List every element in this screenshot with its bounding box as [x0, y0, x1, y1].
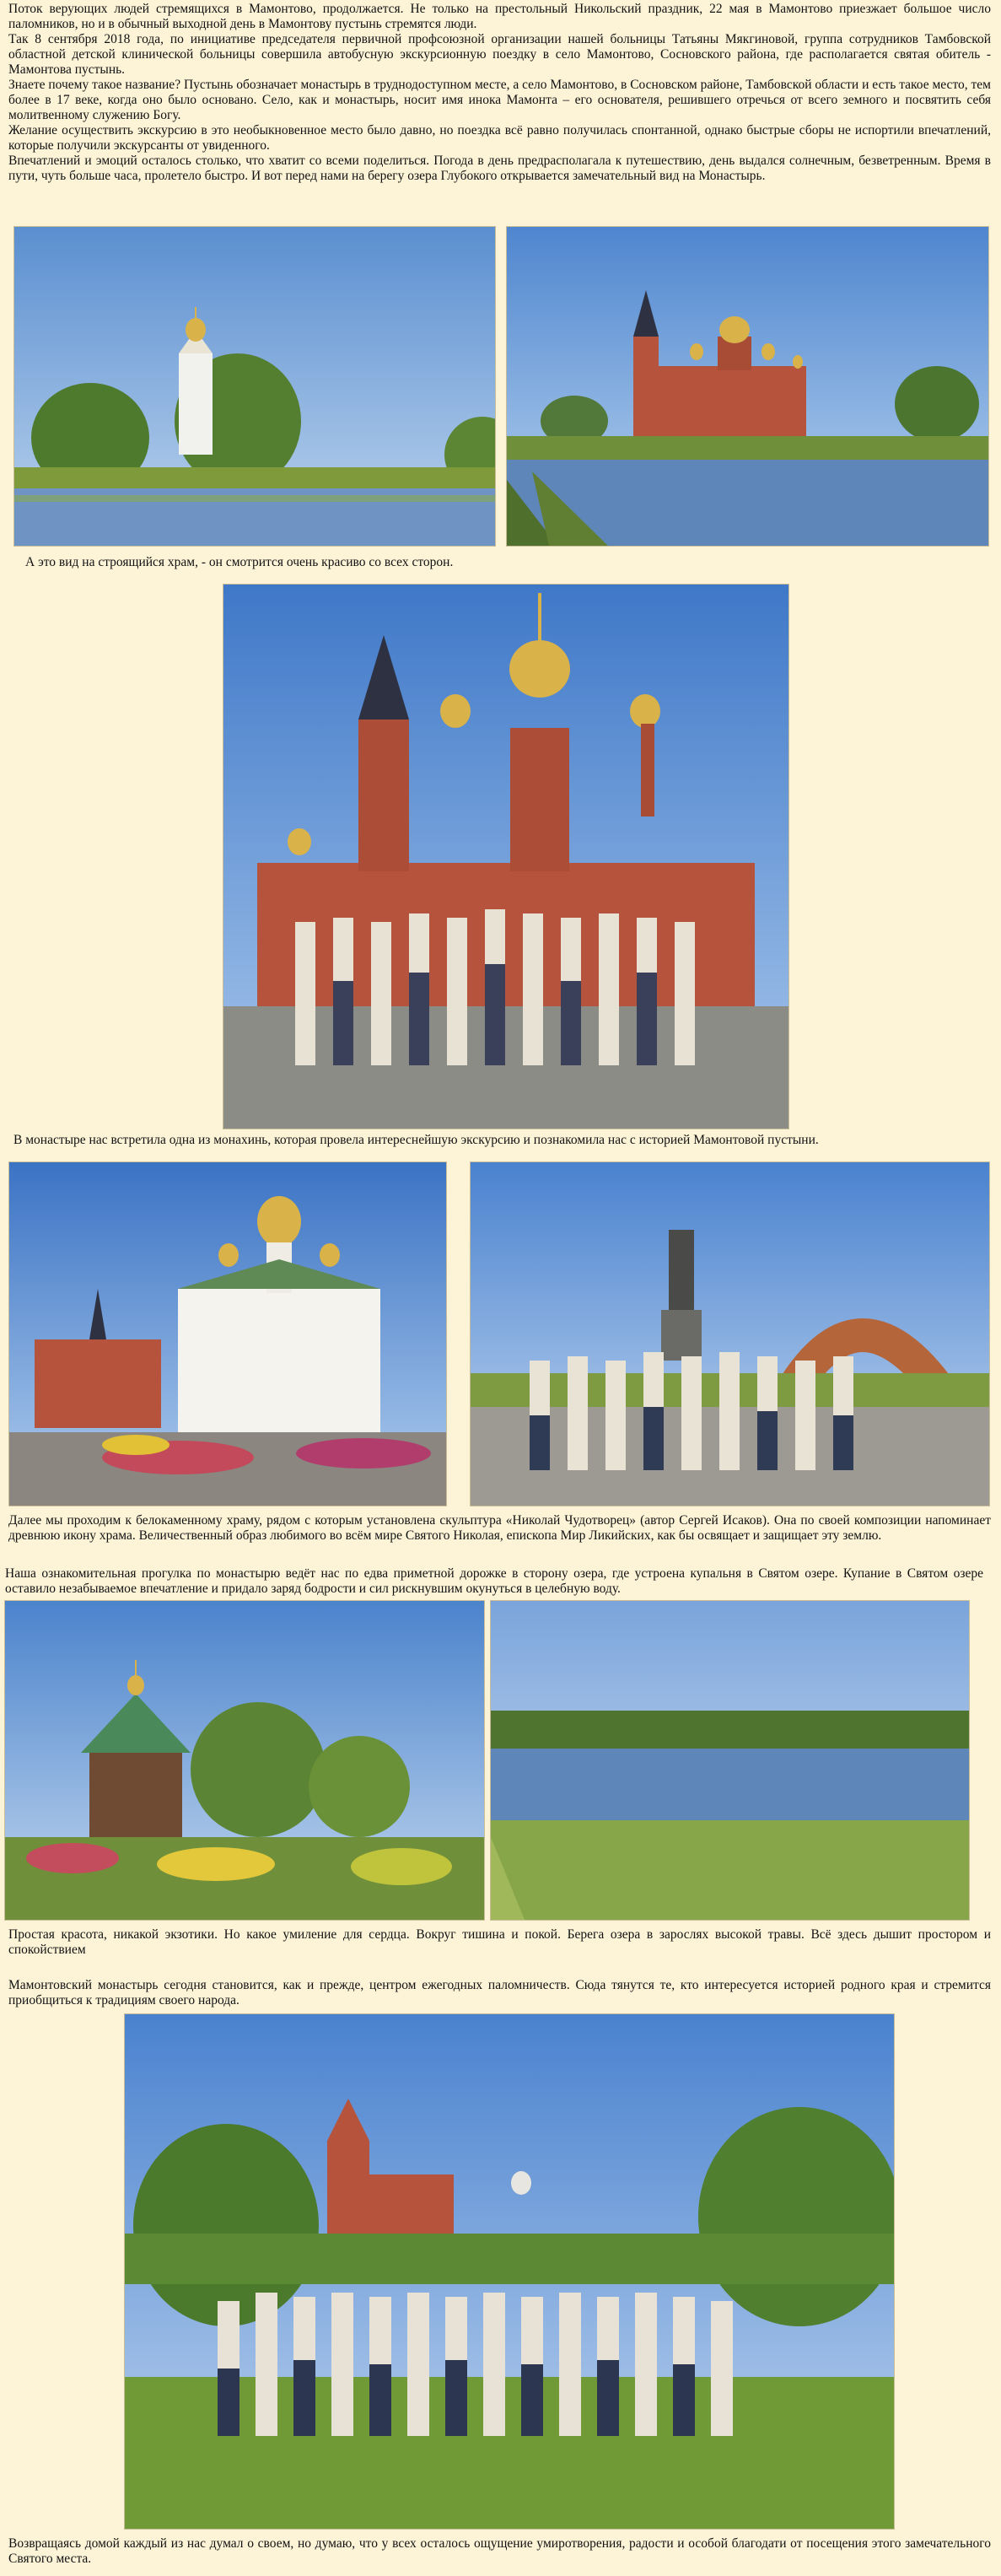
caption-return: Возвращаясь домой каждый из нас думал о своем, но думаю, что у всех осталось ощущение умиротворения, радости и особой благодати от посещения этого замечательного Святого места.: [8, 2536, 991, 2566]
caption-temple-view: А это вид на строящийся храм, - он смотрится очень красиво со всех сторон.: [25, 555, 454, 569]
caption-beauty: Простая красота, никакой экзотики. Но какое умиление для сердца. Вокруг тишина и покой. Берега озера в зарослях высокой травы. Всё здесь дышит простором и спокойствием: [8, 1927, 991, 1957]
intro-paragraph-4: Желание осуществить экскурсию в это необыкновенное место было давно, но поездка всё равно получилась спонтанной, однако быстрые сборы не испортили впечатлений, которые получили экскурсанты от увиденного.: [8, 123, 991, 153]
photo-white-church-over-lake: [13, 226, 496, 547]
photo-group-at-statue: [470, 1161, 990, 1506]
caption-center: Мамонтовский монастырь сегодня становится, как и прежде, центром ежегодных паломничеств. Сюда тянутся те, кто интересуется историей родного края и стремится приобщиться к традициям своего народа.: [8, 1978, 991, 2007]
photo-glubokoe-lake: [490, 1600, 970, 1921]
photo-group-at-red-church: [223, 584, 789, 1129]
intro-paragraph-3: Знаете почему такое название? Пустынь обозначает монастырь в труднодоступном месте, а село Мамонтово, в Сосновском районе, Тамбовской области и есть такое место, тем более в 17 веке, когда оно было основано. Село, как и монастырь, носит имя инока Мамонта – его основателя, решившего отречься от всего земного и посвятить себя молитвенному служению Богу.: [8, 78, 991, 122]
intro-paragraph-1: Поток верующих людей стремящихся в Мамонтово, продолжается. Не только на престольный Никольский праздник, 22 мая в Мамонтово приезжает большое число паломников, но и в обычный выходной день в Мамонтову пустынь стремятся люди.: [8, 2, 991, 31]
caption-white-church: Далее мы проходим к белокаменному храму, рядом с которым установлена скульптура «Николай Чудотворец» (автор Сергей Исаков). Она по своей композиции напоминает древнюю икону храма. Величественный образ любимого во всём мире Святого Николая, епископа Мир Ликийских, как бы освящает и защищает эту землю.: [8, 1513, 991, 1543]
photo-green-chapel: [4, 1600, 485, 1921]
intro-text: [8, 2, 991, 184]
photo-red-church-over-lake: [506, 226, 989, 547]
caption-lake-walk: Наша ознакомительная прогулка по монастырю ведёт нас по едва приметной дорожке в сторону озера, где устроена купальня в Святом озере. Купание в Святом озере оставило незабываемое впечатление и придало заряд бодрости и сил рискнувшим окунуться в целебную воду.: [5, 1566, 983, 1596]
photo-white-church: [8, 1161, 447, 1506]
photo-final-group-by-lake: [124, 2013, 895, 2530]
intro-paragraph-2: Так 8 сентября 2018 года, по инициативе председателя первичной профсоюзной организации нашей больницы Татьяны Мякгиновой, группа сотрудников Тамбовской областной детской клинической больницы совершила автобусную экскурсионную поездку в село Мамонтово, Сосновского района, где располагается святая обитель - Мамонтова пустынь.: [8, 32, 991, 77]
caption-nun: В монастыре нас встретила одна из монахинь, которая провела интереснейшую экскурсию и познакомила нас с историей Мамонтовой пустыни.: [13, 1133, 819, 1147]
intro-paragraph-5: Впечатлений и эмоций осталось столько, что хватит со всеми поделиться. Погода в день предрасполагала к путешествию, день выдался солнечным, безветренным. Время в пути, чуть больше часа, пролетело быстро. И вот перед нами на берегу озера Глубокого открывается замечательный вид на Монастырь.: [8, 154, 991, 183]
